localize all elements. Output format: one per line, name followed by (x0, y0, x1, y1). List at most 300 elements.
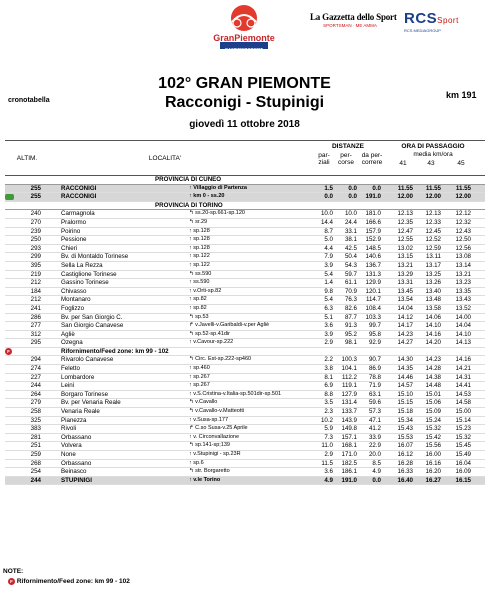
remaining-km: 131.3 (365, 270, 381, 278)
time-43: 14.23 (425, 356, 441, 364)
gazzetta-logo (310, 12, 397, 42)
directions: ↑ km 0 - ss.20 (189, 193, 225, 200)
covered-km: 50.4 (344, 253, 357, 261)
table-row (5, 236, 485, 245)
partial-km: 4.4 (324, 244, 333, 252)
partial-km: 0.0 (324, 193, 333, 201)
altitude: 258 (30, 408, 41, 416)
table-body (5, 176, 485, 485)
covered-km: 24.4 (344, 218, 357, 226)
feed-zone-label: Rifornimento/Feed zone: km 99 - 102 (61, 347, 169, 355)
cronotabella-label: cronotabella (8, 97, 50, 104)
time-45: 15.23 (455, 425, 471, 433)
covered-km: 42.5 (344, 244, 357, 252)
directions: ↰ sp.141-sp;139 (189, 442, 230, 449)
partial-km: 7.3 (324, 433, 333, 441)
partial-km: 7.9 (324, 253, 333, 261)
time-45: 14.31 (455, 373, 471, 381)
time-45: 14.41 (455, 382, 471, 390)
table-row (5, 271, 485, 280)
time-41: 11.55 (397, 184, 413, 192)
partial-km: 3.9 (324, 261, 333, 269)
partial-km: 5.9 (324, 425, 333, 433)
time-43: 12.13 (425, 210, 441, 218)
time-41: 14.04 (397, 304, 413, 312)
table-row (5, 322, 485, 331)
directions: ↑ sp.128 (189, 227, 210, 234)
covered-km: 98.1 (344, 339, 357, 347)
locality: Bv. di Montaldo Torinese (61, 253, 129, 261)
header-parziali: par- ziali (318, 152, 330, 166)
header-altim: ALTIM. (16, 155, 38, 162)
covered-km: 133.7 (341, 408, 357, 416)
locality: Rivoli (61, 425, 77, 433)
time-41: 13.15 (397, 253, 413, 261)
time-43: 12.00 (425, 193, 441, 201)
altitude: 264 (30, 390, 41, 398)
time-43: 14.20 (425, 339, 441, 347)
covered-km: 91.3 (344, 322, 357, 330)
table-row (5, 365, 485, 374)
time-41: 13.31 (397, 279, 413, 287)
time-45: 14.53 (455, 390, 471, 398)
table-row (5, 417, 485, 426)
time-41: 14.35 (397, 365, 413, 373)
remaining-km: 114.7 (365, 296, 381, 304)
directions: ↰ sp.53 (189, 313, 209, 320)
directions: ↑ sp.128 (189, 236, 210, 243)
altitude: 279 (30, 399, 41, 407)
table-row (5, 279, 485, 288)
table-row (5, 442, 485, 451)
rcs-letters: RCS (404, 10, 438, 27)
time-41: 12.35 (397, 218, 413, 226)
time-41: 15.18 (397, 408, 413, 416)
time-43: 15.42 (425, 433, 441, 441)
time-43: 12.33 (425, 218, 441, 226)
directions: ↰ Circ. Est-sp.222-sp460 (189, 356, 252, 363)
locality: Beinasco (61, 468, 87, 476)
locality: Orbassano (61, 433, 92, 441)
time-41: 14.23 (397, 330, 413, 338)
remaining-km: 148.5 (365, 244, 381, 252)
header-media: media km/ora (413, 151, 453, 158)
covered-km: 186.1 (341, 468, 357, 476)
covered-km: 70.9 (344, 287, 357, 295)
altitude: 241 (30, 304, 41, 312)
rcs-wordmark (404, 10, 484, 27)
locality: Pianezza (61, 416, 87, 424)
remaining-km: 140.6 (365, 253, 381, 261)
remaining-km: 191.0 (365, 193, 381, 201)
time-45: 14.21 (455, 365, 471, 373)
time-43: 14.06 (425, 313, 441, 321)
time-45: 15.45 (455, 442, 471, 450)
time-45: 16.09 (455, 468, 471, 476)
covered-km: 149.8 (341, 425, 357, 433)
province-name: PROVINCIA DI TORINO (155, 201, 223, 209)
table-row (5, 434, 485, 443)
directions: ↰ ss.20-sp.661-sp.120 (189, 210, 245, 217)
time-45: 16.15 (455, 476, 471, 484)
remaining-km: 20.0 (368, 451, 381, 458)
table-header (5, 140, 485, 176)
sponsor-strip: SAMEDEBSPORT (224, 47, 263, 52)
remaining-km: 57.3 (368, 408, 381, 416)
partial-km: 6.3 (324, 304, 333, 312)
time-43: 14.48 (425, 382, 441, 390)
remaining-km: 78.8 (368, 373, 381, 381)
time-45: 15.14 (455, 416, 471, 424)
remaining-km: 108.4 (365, 304, 381, 312)
partial-km: 3.6 (324, 322, 333, 330)
time-45: 12.50 (455, 236, 471, 244)
directions: ↑ v.Orti-sp.82 (189, 287, 222, 294)
time-43: 12.59 (425, 244, 441, 252)
covered-km: 95.2 (344, 330, 357, 338)
partial-km: 10.2 (320, 416, 333, 424)
directions: ↱ C.so Susa-v.25 Aprile (189, 425, 248, 432)
time-41: 15.43 (397, 425, 413, 433)
time-45: 15.32 (455, 433, 471, 441)
time-45: 13.08 (455, 253, 471, 261)
directions: ↑ v.S.Cristina-v.Italia-sp.501dir-sp.501 (189, 390, 282, 397)
time-41: 16.33 (397, 468, 413, 476)
time-45: 14.04 (455, 322, 471, 330)
time-41: 12.55 (397, 236, 413, 244)
altitude: 259 (30, 451, 41, 458)
time-43: 16.20 (425, 468, 441, 476)
remaining-km: 71.9 (368, 382, 381, 390)
province-row (5, 176, 485, 185)
time-43: 13.58 (425, 304, 441, 312)
covered-km: 168.1 (341, 442, 357, 450)
directions: ↑ sp.122 (189, 261, 210, 268)
locality: Ozegna (61, 339, 83, 347)
row-icon (5, 193, 19, 201)
header-localita: LOCALITA' (148, 155, 182, 162)
altitude: 286 (30, 313, 41, 321)
feed-zone-icon: F (8, 578, 15, 585)
province-name: PROVINCIA DI CUNEO (155, 176, 222, 183)
directions: ↑ v.Stupinigi - sp.23R (189, 451, 241, 457)
altitude: 274 (30, 365, 41, 373)
table-row (5, 228, 485, 237)
altitude: 251 (30, 442, 41, 450)
covered-km: 191.0 (341, 476, 357, 484)
time-43: 12.52 (425, 236, 441, 244)
table-row (5, 245, 485, 254)
table-row (5, 356, 485, 365)
altitude: 395 (30, 261, 41, 269)
table-row (5, 253, 485, 262)
altitude: 212 (30, 279, 41, 287)
time-43: 14.38 (425, 373, 441, 381)
covered-km: 119.1 (341, 382, 357, 390)
time-43: 15.56 (425, 442, 441, 450)
partial-km: 5.4 (324, 296, 333, 304)
gazzetta-sub: SPORTSMAN · ME AMMA (323, 23, 377, 28)
table-row (5, 451, 485, 460)
locality: Borgaro Torinese (61, 390, 109, 398)
altitude: 281 (30, 433, 41, 441)
altitude: 255 (30, 193, 41, 201)
partial-km: 8.7 (324, 227, 333, 235)
logo-bar (0, 4, 489, 64)
directions: ↑ sp.82 (189, 296, 207, 303)
partial-km: 11.5 (321, 459, 333, 467)
time-45: 13.23 (455, 279, 471, 287)
directions: ↑ sp.460 (189, 365, 210, 372)
remaining-km: 136.7 (365, 261, 381, 269)
time-45: 14.13 (455, 339, 471, 347)
table-row (5, 408, 485, 417)
locality: Chieri (61, 244, 78, 252)
time-45: 15.00 (455, 408, 471, 416)
partial-km: 5.1 (324, 313, 333, 321)
altitude: 239 (30, 227, 41, 235)
partial-km: 3.6 (324, 468, 333, 476)
altitude: 383 (30, 425, 41, 433)
covered-km: 59.7 (344, 270, 357, 278)
time-45: 16.04 (455, 459, 471, 467)
time-41: 15.15 (397, 399, 413, 407)
total-km: km 191 (446, 90, 477, 100)
directions: ↱ v.Javelli-v.Garibaldi-v.per Agliè (189, 322, 270, 329)
province-row (5, 202, 485, 211)
directions: ↑ sp.122 (189, 253, 210, 260)
time-41: 14.30 (397, 356, 413, 364)
time-41: 13.29 (397, 270, 413, 278)
directions: ↰ sp.52-sp.41dir (189, 330, 230, 337)
table-row (5, 477, 485, 486)
directions: ↑ sp.82 (189, 304, 207, 311)
table-row (5, 382, 485, 391)
remaining-km: 0.0 (372, 184, 381, 192)
time-45: 12.32 (455, 218, 471, 226)
note-feed (8, 578, 130, 585)
table-row (5, 468, 485, 477)
partial-km: 5.4 (324, 270, 333, 278)
table-row (5, 219, 485, 228)
table-row (5, 374, 485, 383)
directions: ↰ v.Cavallo (189, 399, 218, 406)
time-41: 14.27 (397, 339, 413, 347)
table-row (5, 314, 485, 323)
remaining-km: 22.9 (368, 442, 381, 450)
altitude: 240 (30, 210, 41, 218)
covered-km: 33.1 (344, 227, 357, 235)
time-45: 13.14 (455, 261, 471, 269)
altitude: 227 (30, 373, 41, 381)
remaining-km: 41.2 (368, 425, 381, 433)
partial-km: 2.3 (324, 408, 333, 416)
partial-km: 3.9 (324, 330, 333, 338)
directions: ↰ ss.590 (189, 270, 212, 277)
partial-km: 14.4 (320, 218, 333, 226)
covered-km: 100.3 (341, 356, 357, 364)
header-speed-45: 45 (457, 160, 465, 167)
locality: STUPINIGI (61, 476, 92, 484)
altitude: 254 (30, 468, 41, 476)
gazzetta-wordmark: La Gazzetta dello Sport (310, 12, 397, 22)
header-ora: ORA DI PASSAGGIO (401, 143, 465, 150)
header-distanze: DISTANZE (331, 143, 365, 150)
table-row (5, 185, 485, 194)
race-date: giovedì 11 ottobre 2018 (189, 119, 300, 130)
table-row (5, 391, 485, 400)
gran-piemonte-wordmark: GranPiemonte (213, 33, 275, 43)
race-title: 102° GRAN PIEMONTE (158, 75, 331, 92)
table-row (5, 210, 485, 219)
remaining-km: 4.9 (372, 468, 381, 476)
covered-km: 104.1 (341, 365, 357, 373)
time-45: 15.49 (455, 451, 471, 458)
table-row (5, 425, 485, 434)
altitude: 293 (30, 244, 41, 252)
time-45: 12.56 (455, 244, 471, 252)
remaining-km: 120.1 (365, 287, 381, 295)
time-41: 14.46 (397, 373, 413, 381)
time-43: 13.40 (425, 287, 441, 295)
stage-name: Racconigi - Stupinigi (164, 94, 325, 111)
feed-zone-row (5, 348, 485, 357)
remaining-km: 0.0 (372, 476, 381, 484)
time-45: 12.00 (455, 193, 471, 201)
directions: ↑ v.le Torino (189, 476, 221, 483)
locality: None (61, 451, 76, 458)
altitude: 250 (30, 236, 41, 244)
time-41: 13.45 (397, 287, 413, 295)
remaining-km: 166.6 (365, 218, 381, 226)
rcs-sub: RCS MEDIAGROUP (404, 28, 441, 33)
locality: Montanaro (61, 296, 91, 304)
time-41: 16.28 (397, 459, 413, 467)
partial-km: 1.5 (324, 184, 333, 192)
time-43: 15.32 (425, 425, 441, 433)
time-41: 15.34 (397, 416, 413, 424)
table-row (5, 460, 485, 469)
remaining-km: 129.9 (365, 279, 381, 287)
partial-km: 6.9 (324, 382, 333, 390)
time-45: 14.58 (455, 399, 471, 407)
covered-km: 10.0 (344, 210, 357, 218)
locality: Orbassano (61, 459, 92, 467)
table-row (5, 288, 485, 297)
time-43: 11.55 (425, 184, 441, 192)
remaining-km: 47.1 (368, 416, 381, 424)
table-row (5, 399, 485, 408)
time-45: 12.12 (455, 210, 471, 218)
partial-km: 2.2 (324, 356, 333, 364)
locality: Venaria Reale (61, 408, 100, 416)
covered-km: 143.9 (341, 416, 357, 424)
partial-km: 9.8 (324, 287, 333, 295)
row-icon (5, 348, 19, 356)
remaining-km: 90.7 (368, 356, 381, 364)
locality: Agliè (61, 330, 75, 338)
time-41: 13.21 (397, 261, 413, 269)
feed-zone-icon: F (5, 348, 12, 355)
covered-km: 54.3 (344, 261, 357, 269)
partial-km: 2.9 (324, 339, 333, 347)
time-45: 13.43 (455, 296, 471, 304)
covered-km: 182.5 (341, 459, 357, 467)
partial-km: 3.8 (324, 365, 333, 373)
covered-km: 157.1 (341, 433, 357, 441)
time-41: 12.47 (397, 227, 413, 235)
locality: Carmagnola (61, 210, 95, 218)
covered-km: 131.4 (341, 399, 357, 407)
locality: Gassino Torinese (61, 279, 109, 287)
time-41: 13.02 (397, 244, 413, 252)
locality: Lombardore (61, 373, 95, 381)
locality: Bv. per San Giorgio C. (61, 313, 123, 321)
altitude: 219 (30, 270, 41, 278)
rcs-sport-logo (404, 10, 484, 40)
partial-km: 4.9 (324, 476, 333, 484)
time-43: 13.25 (425, 270, 441, 278)
time-43: 13.26 (425, 279, 441, 287)
altitude: 268 (30, 459, 41, 467)
time-41: 15.10 (397, 390, 413, 398)
partial-km: 1.4 (324, 279, 333, 287)
covered-km: 82.6 (344, 304, 357, 312)
locality: San Giorgio Canavese (61, 322, 124, 330)
time-41: 12.13 (397, 210, 413, 218)
note-feed-text: Rifornimento/Feed zone: km 99 - 102 (16, 578, 130, 586)
header-da-percorrere: da per- correre (361, 152, 383, 166)
time-41: 14.17 (397, 322, 413, 330)
locality: Feletto (61, 365, 80, 373)
directions: ↑ v.Cavour-sp.222 (189, 339, 234, 346)
timetable (5, 140, 485, 485)
time-43: 16.27 (425, 476, 441, 484)
altitude: 295 (30, 339, 41, 347)
remaining-km: 95.8 (368, 330, 381, 338)
locality: Rivarolo Canavese (61, 356, 114, 364)
header-percorse: per- corse (338, 152, 354, 166)
altitude: 277 (30, 322, 41, 330)
partial-km: 8.1 (324, 373, 333, 381)
locality: Poirino (61, 227, 81, 235)
time-43: 14.28 (425, 365, 441, 373)
table-row (5, 193, 485, 202)
time-45: 14.16 (455, 356, 471, 364)
locality: Chivasso (61, 287, 87, 295)
time-41: 15.53 (397, 433, 413, 441)
remaining-km: 86.9 (368, 365, 381, 373)
altitude: 270 (30, 218, 41, 226)
remaining-km: 103.3 (365, 313, 381, 321)
time-41: 13.54 (397, 296, 413, 304)
table-row (5, 331, 485, 340)
partial-km: 5.0 (324, 236, 333, 244)
altitude: 299 (30, 253, 41, 261)
covered-km: 76.3 (344, 296, 357, 304)
time-45: 14.10 (455, 330, 471, 338)
time-45: 13.35 (455, 287, 471, 295)
time-43: 14.16 (425, 330, 441, 338)
directions: ↑ Villaggio di Partenza (189, 184, 247, 191)
table-row (5, 262, 485, 271)
time-41: 14.57 (397, 382, 413, 390)
header-speed-41: 41 (399, 160, 407, 167)
time-41: 16.12 (397, 451, 413, 458)
time-45: 12.43 (455, 227, 471, 235)
locality: Bv. per Venaria Reale (61, 399, 121, 407)
locality: RACCONIGI (61, 184, 97, 192)
